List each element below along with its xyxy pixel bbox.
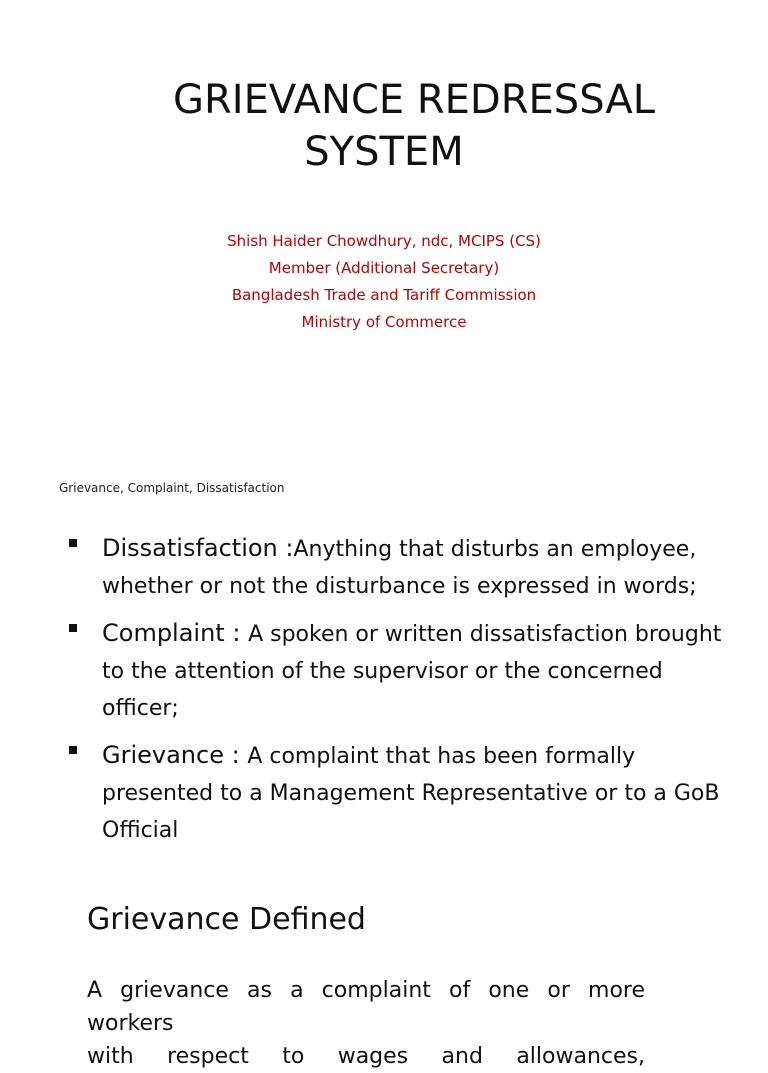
- slide-label: Grievance, Complaint, Dissatisfaction: [59, 481, 285, 495]
- bullet-term: Grievance :: [102, 741, 248, 769]
- bullet-item-dissatisfaction: [66, 530, 746, 605]
- section-heading: Grievance Defined: [87, 902, 366, 937]
- bullet-term: Complaint :: [102, 619, 249, 647]
- bullet-list: [66, 530, 746, 859]
- square-bullet-icon: [69, 539, 77, 547]
- author-position: Member (Additional Secretary): [268, 259, 500, 277]
- slide-title-line-2: SYSTEM: [304, 129, 464, 175]
- bullet-text: A complaint that has been formally presented to a Management Representative or to a GoB Official: [102, 744, 720, 843]
- bullet-item-grievance: [66, 737, 746, 849]
- square-bullet-icon: [69, 746, 77, 754]
- bullet-text: A spoken or written dissatisfaction brought to the attention of the supervisor or the concerned officer;: [102, 622, 722, 721]
- author-ministry: Ministry of Commerce: [301, 313, 467, 331]
- author-block: [0, 228, 768, 336]
- bullet-term: Dissatisfaction :: [102, 534, 294, 562]
- bullet-item-complaint: [66, 615, 746, 727]
- paragraph-line-2: with respect to wages and allowances,: [87, 1044, 645, 1069]
- author-organization: Bangladesh Trade and Tariff Commission: [231, 286, 537, 304]
- paragraph-line-1: A grievance as a complaint of one or more workers: [87, 978, 645, 1036]
- bullet-text: Anything that disturbs an employee, whether or not the disturbance is expressed in words;: [102, 537, 697, 599]
- square-bullet-icon: [69, 624, 77, 632]
- slide-title-line-1: GRIEVANCE REDRESSAL: [173, 77, 655, 123]
- author-name: Shish Haider Chowdhury, ndc, MCIPS (CS): [227, 232, 541, 250]
